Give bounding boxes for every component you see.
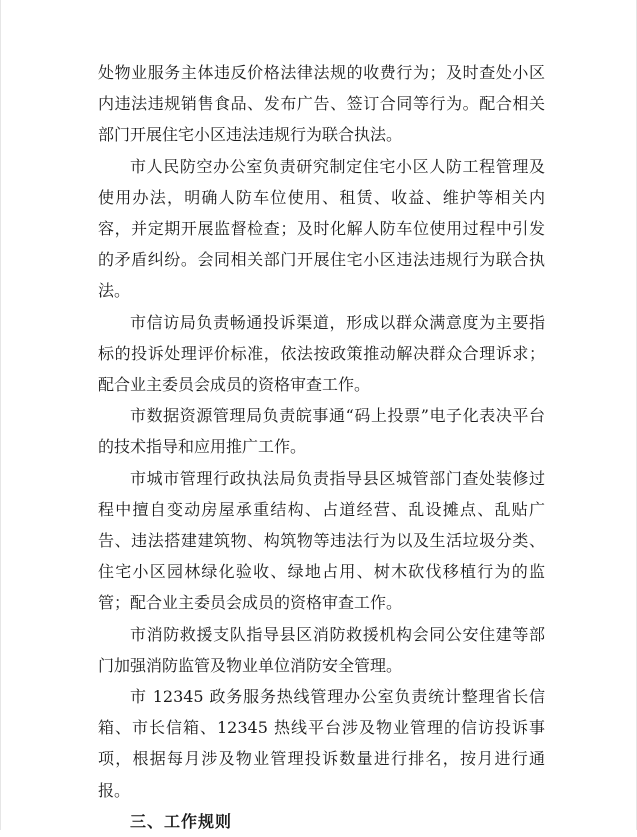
paragraph-civil-air-defense: 市人民防空办公室负责研究制定住宅小区人防工程管理及使用办法，明确人防车位使用、租赁、收益、维护等相关内容，并定期开展监督检查；及时化解人防车位使用过程中引发的矛盾纠纷。会同相关部门开展住宅小区违法违规行为联合执法。 [98,156,545,301]
paragraph-data-resources: 市数据资源管理局负责皖事通“码上投票”电子化表决平台的技术指导和应用推广工作。 [98,406,545,457]
document-body [98,57,545,837]
paragraph-petition-bureau: 市信访局负责畅通投诉渠道，形成以群众满意度为主要指标的投诉处理评价标准，依法按政策推动解决群众合理诉求；配合业主委员会成员的资格审查工作。 [98,312,545,395]
section-heading: 三、工作规则 [130,811,233,831]
paragraph-hotline-12345: 市 12345 政务服务热线管理办公室负责统计整理省长信箱、市长信箱、12345 热线平台涉及物业管理的信访投诉事项，根据每月涉及物业管理投诉数量进行排名，按月进行通报。 [98,687,545,800]
paragraph-price-supervision: 处物业服务主体违反价格法律法规的收费行为；及时查处小区内违法违规销售食品、发布广告、签订合同等行为。配合相关部门开展住宅小区违法违规行为联合执法。 [98,63,545,145]
paragraph-urban-management: 市城市管理行政执法局负责指导县区城管部门查处装修过程中擅自变动房屋承重结构、占道经营、乱设摊点、乱贴广告、违法搭建建筑物、构筑物等违法行为以及生活垃圾分类、住宅小区园林绿化验收、绿地占用、树木砍伐移植行为的监管；配合业主委员会成员的资格审查工作。 [98,468,545,613]
paragraph-fire-rescue: 市消防救援支队指导县区消防救援机构会同公安住建等部门加强消防监管及物业单位消防安全管理。 [98,624,545,675]
